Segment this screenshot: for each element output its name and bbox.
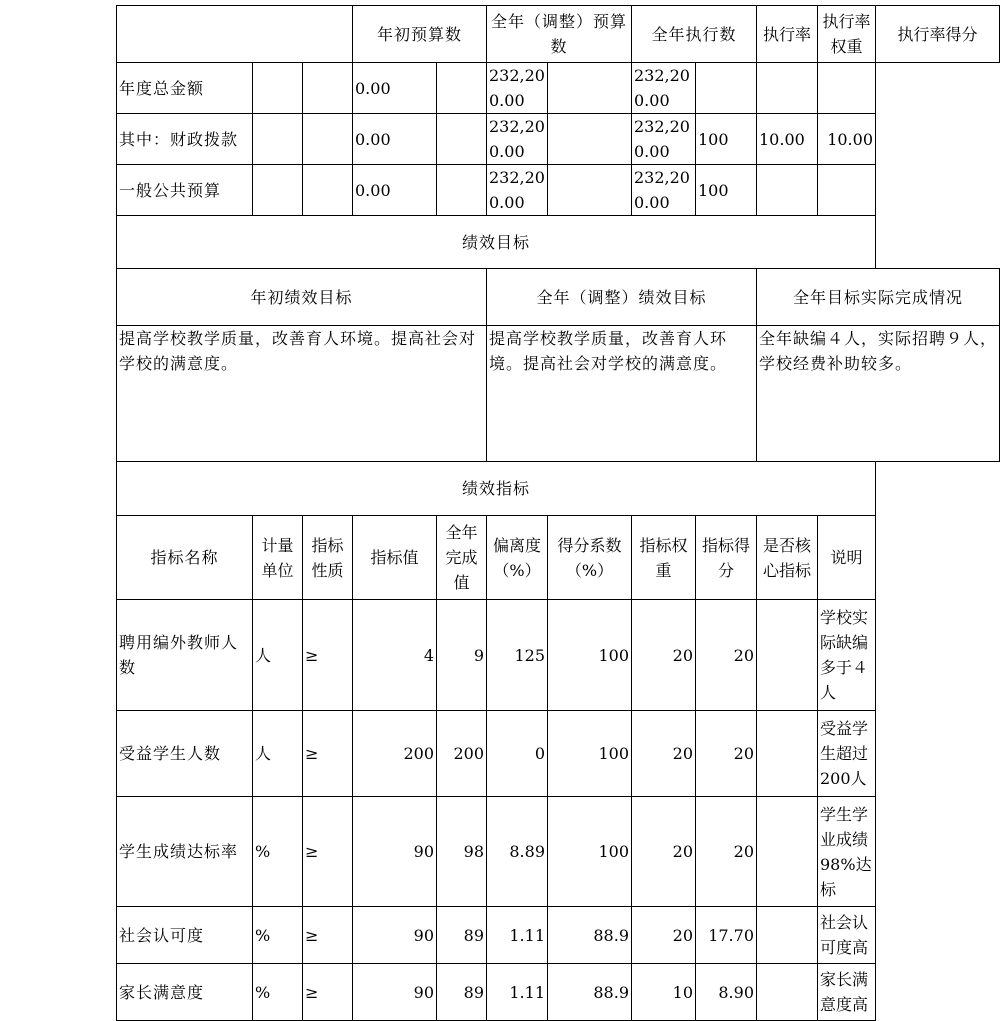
indicator-coefficient: 100 bbox=[548, 711, 632, 797]
indicator-weight: 20 bbox=[632, 600, 696, 711]
budget-row-label: 其中：财政拨款 bbox=[117, 114, 253, 165]
budget-row-label: 一般公共预算 bbox=[117, 165, 253, 216]
budget-score-value: 10.00 bbox=[818, 114, 876, 165]
budget-blank-cell bbox=[437, 165, 487, 216]
indicator-completed: 98 bbox=[437, 797, 487, 907]
indicator-unit: % bbox=[253, 797, 303, 907]
indicator-name: 受益学生人数 bbox=[117, 711, 253, 797]
goals-content-row bbox=[117, 326, 1000, 462]
indicator-completed: 200 bbox=[437, 711, 487, 797]
indicator-deviation: 0 bbox=[487, 711, 548, 797]
ind-header-name: 指标名称 bbox=[117, 516, 253, 600]
indicator-core bbox=[757, 797, 818, 907]
indicator-core bbox=[757, 907, 818, 964]
budget-blank-cell bbox=[437, 63, 487, 114]
indicator-completed: 9 bbox=[437, 600, 487, 711]
budget-blank-cell bbox=[303, 165, 353, 216]
budget-row bbox=[117, 165, 1000, 216]
goals-section-title: 绩效目标 bbox=[117, 216, 876, 269]
indicator-score: 17.70 bbox=[696, 907, 757, 964]
budget-header-row bbox=[117, 6, 1000, 63]
goals-header-initial: 年初绩效目标 bbox=[117, 269, 487, 326]
indicator-nature: ≥ bbox=[303, 600, 353, 711]
performance-table bbox=[116, 5, 1000, 1021]
indicator-unit: % bbox=[253, 964, 303, 1021]
goals-actual-text: 全年缺编４人，实际招聘９人，学校经费补助较多。 bbox=[757, 326, 1000, 462]
goals-header-actual: 全年目标实际完成情况 bbox=[757, 269, 1000, 326]
ind-header-note: 说明 bbox=[818, 516, 876, 600]
budget-weight-value: 10.00 bbox=[757, 114, 818, 165]
indicator-unit: 人 bbox=[253, 600, 303, 711]
indicator-core bbox=[757, 600, 818, 711]
indicator-weight: 10 bbox=[632, 964, 696, 1021]
indicator-nature: ≥ bbox=[303, 711, 353, 797]
budget-score-value bbox=[818, 63, 876, 114]
ind-header-target: 指标值 bbox=[353, 516, 437, 600]
indicator-note: 学校实际缺编多于４人 bbox=[818, 600, 876, 711]
budget-blank-cell bbox=[253, 165, 303, 216]
goals-header-row bbox=[117, 269, 1000, 326]
indicator-score: 8.90 bbox=[696, 964, 757, 1021]
goals-adjusted-text: 提高学校教学质量，改善育人环境。提高社会对学校的满意度。 bbox=[487, 326, 757, 462]
budget-blank-cell bbox=[437, 114, 487, 165]
indicator-core bbox=[757, 711, 818, 797]
indicator-completed: 89 bbox=[437, 964, 487, 1021]
budget-adjusted-value: 232,200.00 bbox=[487, 165, 548, 216]
budget-rate-value: 100 bbox=[696, 165, 757, 216]
indicator-coefficient: 100 bbox=[548, 797, 632, 907]
budget-executed-value: 232,200.00 bbox=[632, 165, 696, 216]
indicator-deviation: 8.89 bbox=[487, 797, 548, 907]
indicator-note: 社会认可度高 bbox=[818, 907, 876, 964]
budget-row-label: 年度总金额 bbox=[117, 63, 253, 114]
budget-weight-value bbox=[757, 165, 818, 216]
indicator-score: 20 bbox=[696, 797, 757, 907]
ind-header-coefficient: 得分系数（%） bbox=[548, 516, 632, 600]
indicator-name: 学生成绩达标率 bbox=[117, 797, 253, 907]
indicator-coefficient: 100 bbox=[548, 600, 632, 711]
budget-row bbox=[117, 63, 1000, 114]
budget-initial-value: 0.00 bbox=[353, 165, 437, 216]
indicator-weight: 20 bbox=[632, 907, 696, 964]
indicator-note: 受益学生超过200人 bbox=[818, 711, 876, 797]
indicator-coefficient: 88.9 bbox=[548, 907, 632, 964]
budget-blank-cell bbox=[548, 114, 632, 165]
budget-executed-value: 232,200.00 bbox=[632, 63, 696, 114]
header-adjusted-budget: 全年（调整）预算数 bbox=[487, 6, 632, 63]
indicator-coefficient: 88.9 bbox=[548, 964, 632, 1021]
ind-header-weight: 指标权重 bbox=[632, 516, 696, 600]
ind-header-completed: 全年完成值 bbox=[437, 516, 487, 600]
indicator-unit: 人 bbox=[253, 711, 303, 797]
indicator-deviation: 125 bbox=[487, 600, 548, 711]
budget-executed-value: 232,200.00 bbox=[632, 114, 696, 165]
indicators-header-row bbox=[117, 516, 1000, 600]
indicators-title-row bbox=[117, 462, 1000, 516]
budget-adjusted-value: 232,200.00 bbox=[487, 63, 548, 114]
indicator-score: 20 bbox=[696, 600, 757, 711]
budget-blank-cell bbox=[303, 114, 353, 165]
budget-adjusted-value: 232,200.00 bbox=[487, 114, 548, 165]
indicator-core bbox=[757, 964, 818, 1021]
budget-blank-cell bbox=[253, 63, 303, 114]
budget-initial-value: 0.00 bbox=[353, 114, 437, 165]
indicator-row bbox=[117, 964, 1000, 1021]
budget-rate-value bbox=[696, 63, 757, 114]
indicator-nature: ≥ bbox=[303, 797, 353, 907]
ind-header-core: 是否核心指标 bbox=[757, 516, 818, 600]
indicator-note: 学生学业成绩98%达标 bbox=[818, 797, 876, 907]
indicator-row bbox=[117, 907, 1000, 964]
indicator-target: 90 bbox=[353, 797, 437, 907]
indicator-weight: 20 bbox=[632, 711, 696, 797]
indicator-row bbox=[117, 797, 1000, 907]
indicator-name: 社会认可度 bbox=[117, 907, 253, 964]
indicator-row bbox=[117, 711, 1000, 797]
budget-initial-value: 0.00 bbox=[353, 63, 437, 114]
indicator-weight: 20 bbox=[632, 797, 696, 907]
indicators-section-title: 绩效指标 bbox=[117, 462, 876, 516]
indicator-target: 90 bbox=[353, 964, 437, 1021]
budget-blank-cell bbox=[303, 63, 353, 114]
indicator-completed: 89 bbox=[437, 907, 487, 964]
indicator-target: 90 bbox=[353, 907, 437, 964]
indicator-row bbox=[117, 600, 1000, 711]
indicator-deviation: 1.11 bbox=[487, 907, 548, 964]
budget-header-blank bbox=[117, 6, 353, 63]
budget-score-value bbox=[818, 165, 876, 216]
indicator-deviation: 1.11 bbox=[487, 964, 548, 1021]
header-execution-rate: 执行率 bbox=[757, 6, 818, 63]
budget-blank-cell bbox=[253, 114, 303, 165]
budget-weight-value bbox=[757, 63, 818, 114]
indicator-target: 4 bbox=[353, 600, 437, 711]
indicator-target: 200 bbox=[353, 711, 437, 797]
indicator-score: 20 bbox=[696, 711, 757, 797]
ind-header-unit: 计量单位 bbox=[253, 516, 303, 600]
budget-rate-value: 100 bbox=[696, 114, 757, 165]
goals-title-row bbox=[117, 216, 1000, 269]
indicator-name: 聘用编外教师人数 bbox=[117, 600, 253, 711]
indicator-name: 家长满意度 bbox=[117, 964, 253, 1021]
ind-header-deviation: 偏离度（%） bbox=[487, 516, 548, 600]
header-executed: 全年执行数 bbox=[632, 6, 757, 63]
budget-blank-cell bbox=[548, 165, 632, 216]
goals-initial-text: 提高学校教学质量，改善育人环境。提高社会对学校的满意度。 bbox=[117, 326, 487, 462]
ind-header-nature: 指标性质 bbox=[303, 516, 353, 600]
indicator-nature: ≥ bbox=[303, 907, 353, 964]
indicator-nature: ≥ bbox=[303, 964, 353, 1021]
header-rate-weight: 执行率权重 bbox=[818, 6, 876, 63]
header-rate-score: 执行率得分 bbox=[876, 6, 1000, 63]
header-initial-budget: 年初预算数 bbox=[353, 6, 487, 63]
ind-header-score: 指标得分 bbox=[696, 516, 757, 600]
indicator-note: 家长满意度高 bbox=[818, 964, 876, 1021]
goals-header-adjusted: 全年（调整）绩效目标 bbox=[487, 269, 757, 326]
budget-blank-cell bbox=[548, 63, 632, 114]
budget-row bbox=[117, 114, 1000, 165]
indicator-unit: % bbox=[253, 907, 303, 964]
